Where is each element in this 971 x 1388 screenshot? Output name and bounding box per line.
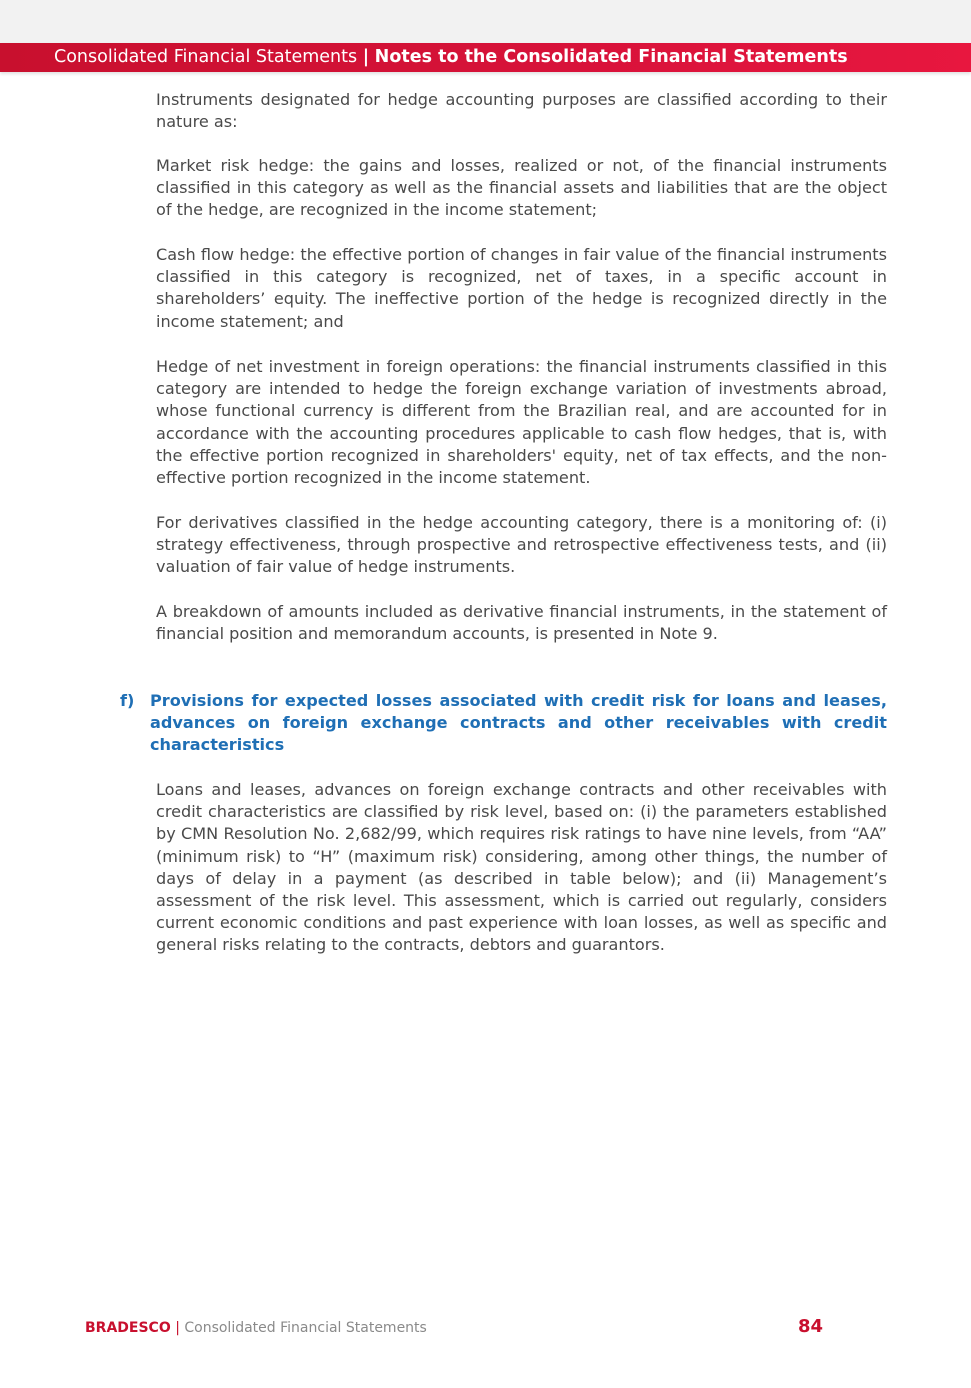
header-section-light: Consolidated Financial Statements bbox=[54, 47, 358, 67]
footer-separator: | bbox=[175, 1320, 180, 1336]
footer-document-title: Consolidated Financial Statements bbox=[184, 1320, 427, 1336]
header-section-bold: Notes to the Consolidated Financial Statements bbox=[374, 47, 848, 67]
paragraph-derivatives-breakdown: A breakdown of amounts included as derivative financial instruments, in the statement of financial position and memorandum accounts, is presented in Note 9. bbox=[156, 602, 887, 644]
paragraph-cash-flow-hedge: Cash flow hedge: the effective portion of changes in fair value of the financial instruments classified in this category is recognized, net of taxes, in a specific account in shareholders’ equity. The ineffective portion of the hedge is recognized directly in the income statement; and bbox=[156, 245, 887, 331]
header-separator: | bbox=[362, 47, 370, 67]
footer-brand: BRADESCO bbox=[85, 1320, 171, 1336]
paragraph-market-risk-hedge: Market risk hedge: the gains and losses, realized or not, of the financial instruments classified in this category as well as the financial assets and liabilities that are the object of the hedge, are recognized in the income statement; bbox=[156, 156, 887, 220]
paragraph-hedge-monitoring: For derivatives classified in the hedge accounting category, there is a monitoring of: (i) strategy effectiveness, through prospective and retrospective effectiveness tests, and (ii) valuation of fair value of hedge instruments. bbox=[156, 513, 887, 577]
page-number: 84 bbox=[798, 1316, 824, 1337]
top-band bbox=[0, 0, 971, 43]
footer bbox=[85, 1319, 427, 1337]
header-bar bbox=[0, 43, 971, 72]
paragraph-net-investment-hedge: Hedge of net investment in foreign operations: the financial instruments classified in this category are intended to hedge the foreign exchange variation of investments abroad, whose functional currency is different from the Brazilian real, and are accounted for in accordance with the accounting procedures applicable to cash flow hedges, that is, with the effective portion recognized in shareholders' equity, net of tax effects, and the non-effective portion recognized in the income statement. bbox=[156, 357, 887, 488]
paragraph-hedge-classification: Instruments designated for hedge accounting purposes are classified according to their nature as: bbox=[156, 90, 887, 132]
section-f-title: Provisions for expected losses associated with credit risk for loans and leases, advances on foreign exchange contracts and other receivables with credit characteristics bbox=[150, 691, 887, 755]
section-f-letter: f) bbox=[120, 691, 135, 710]
section-f-heading bbox=[120, 690, 887, 757]
header-title bbox=[54, 46, 848, 69]
paragraph-credit-risk-classification: Loans and leases, advances on foreign exchange contracts and other receivables with credit characteristics are classified by risk level, based on: (i) the parameters established by CMN Resolution No. 2,682/99, which requires risk ratings to have nine levels, from “AA” (minimum risk) to “H” (maximum risk) considering, among other things, the number of days of delay in a payment (as described in table below); and (ii) Management’s assessment of the risk level. This assessment, which is carried out regularly, considers current economic conditions and past experience with loan losses, as well as specific and general risks relating to the contracts, debtors and guarantors. bbox=[156, 780, 887, 955]
